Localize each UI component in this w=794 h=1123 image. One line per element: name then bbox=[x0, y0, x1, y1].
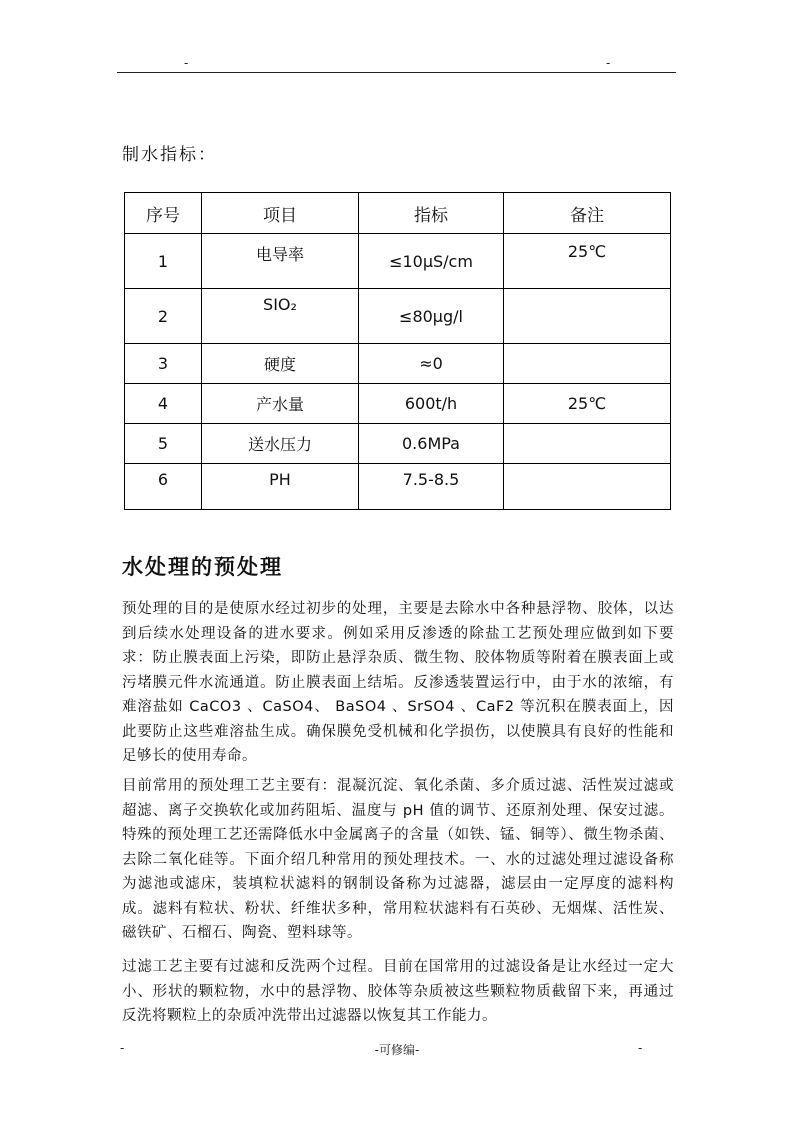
header-rule bbox=[117, 72, 676, 73]
cell-note bbox=[504, 344, 671, 384]
table-row bbox=[125, 464, 671, 510]
cell-no: 4 bbox=[125, 384, 202, 424]
cell-item: 电导率 bbox=[202, 234, 359, 289]
paragraph: 预处理的目的是使原水经过初步的处理，主要是去除水中各种悬浮物、胶体，以达到后续水处理设备的进水要求。例如采用反渗透的除盐工艺预处理应做到如下要求：防止膜表面上污染，即防止悬浮杂质、微生物、胶体物质等附着在膜表面上或污堵膜元件水流通道。防止膜表面上结垢。反渗透装置运行中，由于水的浓缩，有难溶盐如 CaCO3 、CaSO4、 BaSO4 、SrSO4 、CaF2 等沉积在膜表面上，因此要防止这些难溶盐生成。确保膜免受机械和化学损伤，以使膜具有良好的性能和足够长的使用寿命。 bbox=[122, 601, 674, 764]
paragraph: 目前常用的预处理工艺主要有：混凝沉淀、氧化杀菌、多介质过滤、活性炭过滤或超滤、离子交换软化或加药阻垢、温度与 pH 值的调节、还原剂处理、保安过滤。特殊的预处理工艺还需降低水中金属离子的含量（如铁、锰、铜等）、微生物杀菌、去除二氧化硅等。下面介绍几种常用的预处理技术。一、水的过滤处理过滤设备称为滤池或滤床，装填粒状滤料的钢制设备称为过滤器，滤层由一定厚度的滤料构成。滤料有粒状、粉状、纤维状多种，常用粒状滤料有石英砂、无烟煤、活性炭、磁铁矿、石榴石、陶瓷、塑料球等。 bbox=[122, 778, 674, 941]
cell-note bbox=[504, 289, 671, 344]
table-row bbox=[125, 234, 671, 289]
cell-no: 6 bbox=[125, 464, 202, 510]
footer-text: -可修编- bbox=[374, 1043, 420, 1057]
cell-index: ≤10μS/cm bbox=[359, 234, 504, 289]
cell-item: 产水量 bbox=[202, 384, 359, 424]
section-title: 水处理的预处理 bbox=[122, 555, 283, 579]
col-header-no: 序号 bbox=[125, 193, 202, 234]
cell-item: SIO₂ bbox=[202, 289, 359, 344]
table-row bbox=[125, 384, 671, 424]
cell-no: 3 bbox=[125, 344, 202, 384]
cell-no: 2 bbox=[125, 289, 202, 344]
cell-note bbox=[504, 424, 671, 464]
cell-note bbox=[504, 464, 671, 510]
cell-index: 600t/h bbox=[359, 384, 504, 424]
col-header-index: 指标 bbox=[359, 193, 504, 234]
cell-note: 25℃ bbox=[504, 234, 671, 289]
header-right-mark: - bbox=[606, 56, 611, 70]
col-header-item: 项目 bbox=[202, 193, 359, 234]
table-header-row bbox=[125, 193, 671, 234]
table-row bbox=[125, 289, 671, 344]
col-header-note: 备注 bbox=[504, 193, 671, 234]
spec-table bbox=[124, 192, 671, 510]
cell-index: 0.6MPa bbox=[359, 424, 504, 464]
cell-item: PH bbox=[202, 464, 359, 510]
table-row bbox=[125, 424, 671, 464]
cell-index: ≤80μg/l bbox=[359, 289, 504, 344]
section-label: 制水指标： bbox=[122, 145, 217, 165]
paragraph: 过滤工艺主要有过滤和反洗两个过程。目前在国常用的过滤设备是让水经过一定大小、形状的颗粒物，水中的悬浮物、胶体等杂质被这些颗粒物质截留下来，再通过反洗将颗粒上的杂质冲洗带出过滤器以恢复其工作能力。 bbox=[122, 959, 674, 1024]
cell-note: 25℃ bbox=[504, 384, 671, 424]
cell-item: 硬度 bbox=[202, 344, 359, 384]
cell-item: 送水压力 bbox=[202, 424, 359, 464]
cell-index: ≈0 bbox=[359, 344, 504, 384]
footer-right-mark: - bbox=[638, 1041, 643, 1055]
header-left-mark: - bbox=[184, 56, 189, 70]
cell-no: 1 bbox=[125, 234, 202, 289]
cell-no: 5 bbox=[125, 424, 202, 464]
footer-left-mark: - bbox=[120, 1041, 125, 1055]
table-row bbox=[125, 344, 671, 384]
cell-index: 7.5-8.5 bbox=[359, 464, 504, 510]
